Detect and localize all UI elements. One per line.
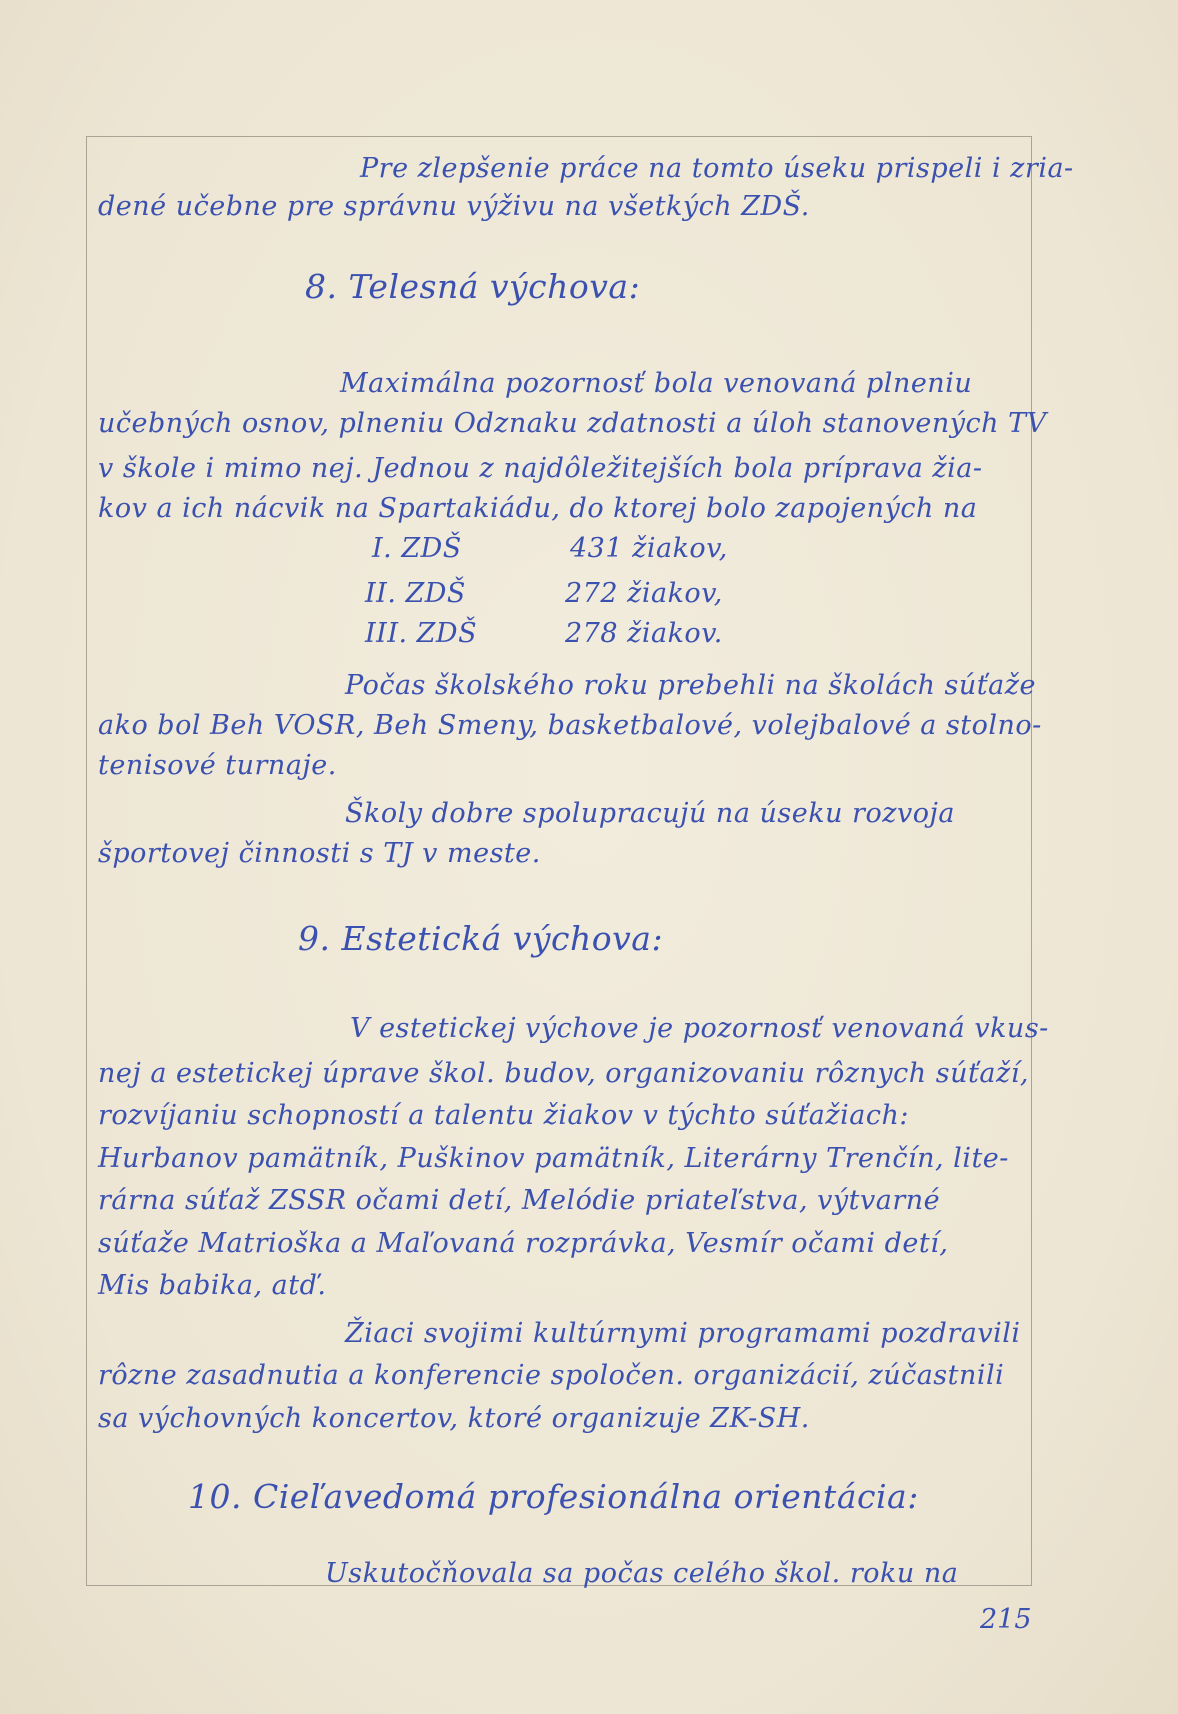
text-line: Hurbanov pamätník, Puškinov pamätník, Literárny Trenčín, lite- [98, 1143, 1009, 1174]
text-line: Maximálna pozornosť bola venovaná plneniu [340, 368, 973, 399]
school-name: III. ZDŠ [365, 618, 478, 649]
text-line: Pre zlepšenie práce na tomto úseku prispeli i zria- [360, 153, 1074, 184]
section-heading: 8. Telesná výchova: [305, 267, 641, 306]
text-line: ako bol Beh VOSR, Beh Smeny, basketbalové, volejbalové a stolno- [98, 710, 1042, 741]
school-count: 278 žiakov. [565, 618, 723, 649]
text-line: Žiaci svojimi kultúrnymi programami pozdravili [345, 1318, 1021, 1349]
page-number: 215 [980, 1604, 1032, 1635]
text-line: dené učebne pre správnu výživu na všetkých ZDŠ. [98, 191, 810, 222]
text-line: Počas školského roku prebehli na školách súťaže [345, 670, 1036, 701]
school-count: 431 žiakov, [570, 533, 728, 564]
text-line: učebných osnov, plneniu Odznaku zdatnosti a úloh stanovených TV [98, 408, 1047, 439]
text-line: Školy dobre spolupracujú na úseku rozvoja [345, 798, 955, 829]
school-name: I. ZDŠ [372, 533, 462, 564]
text-line: športovej činnosti s TJ v meste. [98, 838, 541, 869]
school-count: 272 žiakov, [565, 578, 723, 609]
text-line: V estetickej výchove je pozornosť venovaná vkus- [350, 1013, 1049, 1044]
section-heading: 10. Cieľavedomá profesionálna orientácia: [188, 1477, 919, 1516]
text-line: sa výchovných koncertov, ktoré organizuje ZK-SH. [98, 1403, 810, 1434]
text-line: súťaže Matrioška a Maľovaná rozprávka, Vesmír očami detí, [98, 1228, 949, 1259]
text-line: kov a ich nácvik na Spartakiádu, do ktorej bolo zapojených na [98, 493, 978, 524]
school-name: II. ZDŠ [365, 578, 466, 609]
text-line: tenisové turnaje. [98, 750, 337, 781]
text-line: Mis babika, atď. [98, 1270, 327, 1301]
text-line: rôzne zasadnutia a konferencie spoločen. organizácií, zúčastnili [98, 1360, 1005, 1391]
text-line: v škole i mimo nej. Jednou z najdôležitejších bola príprava žia- [98, 453, 983, 484]
text-line: nej a estetickej úprave škol. budov, organizovaniu rôznych súťaží, [98, 1058, 1029, 1089]
text-line: rozvíjaniu schopností a talentu žiakov v týchto súťažiach: [98, 1100, 909, 1131]
section-heading: 9. Estetická výchova: [298, 919, 664, 958]
text-line: rárna súťaž ZSSR očami detí, Melódie priateľstva, výtvarné [98, 1185, 941, 1216]
text-line: Uskutočňovala sa počas celého škol. roku na [325, 1558, 959, 1589]
